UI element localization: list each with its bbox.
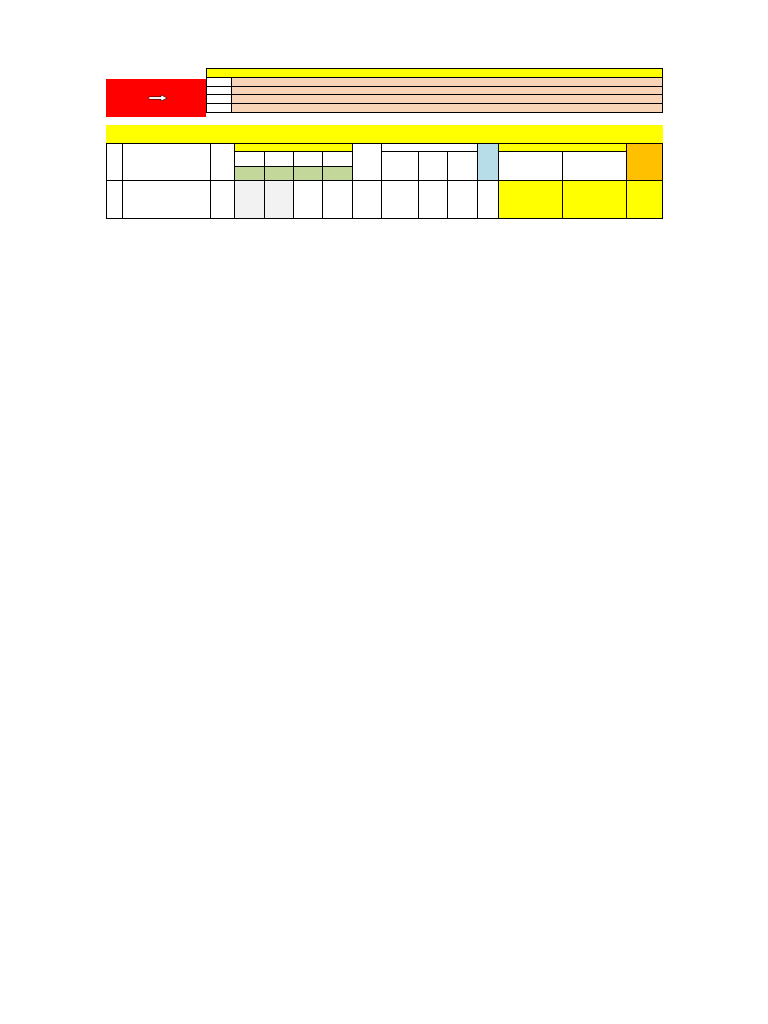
table-row xyxy=(107,181,663,219)
col-kelas xyxy=(210,144,234,181)
sumatif-tag xyxy=(293,167,322,181)
col-sumatif-lingkup xyxy=(235,144,353,152)
sumatif-tag xyxy=(323,167,352,181)
nilai-akhir-sumatif xyxy=(352,181,381,219)
row-no xyxy=(107,181,123,219)
col-nilai-akhir-sas xyxy=(448,152,477,181)
col-sas xyxy=(418,152,447,181)
capaian-tertinggi xyxy=(499,181,563,219)
col-sumatif-akhir-semester xyxy=(382,144,478,152)
tp-code xyxy=(207,78,232,87)
tp-row xyxy=(207,86,663,95)
tp-score[interactable] xyxy=(264,181,293,219)
col-capaian xyxy=(499,144,627,152)
col-nilai-akhir-sumatif xyxy=(352,144,381,181)
sas-score[interactable] xyxy=(418,181,447,219)
tp-header xyxy=(207,69,663,78)
tp-code xyxy=(207,95,232,104)
sumatif-tag xyxy=(264,167,293,181)
tp-description[interactable] xyxy=(232,86,663,95)
tp-required-box xyxy=(106,79,206,117)
tp-code xyxy=(207,104,232,113)
tp-row xyxy=(207,78,663,87)
tp-score[interactable] xyxy=(293,181,322,219)
col-nilai-terendah xyxy=(563,152,627,181)
col-rapor xyxy=(477,144,498,181)
col-nama-guru xyxy=(627,144,663,181)
tp-score[interactable] xyxy=(235,181,264,219)
tp-table xyxy=(206,68,663,113)
col-nilai-tertinggi xyxy=(499,152,563,181)
tp-row xyxy=(207,95,663,104)
pts-score[interactable] xyxy=(382,181,419,219)
nama-guru-cell[interactable] xyxy=(627,181,663,219)
capaian-terendah xyxy=(563,181,627,219)
tp-row xyxy=(207,104,663,113)
col-nama xyxy=(123,144,210,181)
tp-description[interactable] xyxy=(232,95,663,104)
col-pts xyxy=(382,152,419,181)
col-tp-3 xyxy=(293,152,322,167)
col-no xyxy=(107,144,123,181)
grades-table xyxy=(106,143,663,219)
tp-description[interactable] xyxy=(232,78,663,87)
col-tp-2 xyxy=(264,152,293,167)
col-tp-1 xyxy=(235,152,264,167)
col-tp-4 xyxy=(323,152,352,167)
tp-description[interactable] xyxy=(232,104,663,113)
tp-code xyxy=(207,86,232,95)
nilai-akhir-sas xyxy=(448,181,477,219)
row-kelas[interactable] xyxy=(210,181,234,219)
tp-score[interactable] xyxy=(323,181,352,219)
rapor-score xyxy=(477,181,498,219)
mapel-bar xyxy=(106,125,663,143)
student-name-cell[interactable] xyxy=(123,181,210,219)
sumatif-tag xyxy=(235,167,264,181)
right-arrow-icon xyxy=(149,95,167,101)
